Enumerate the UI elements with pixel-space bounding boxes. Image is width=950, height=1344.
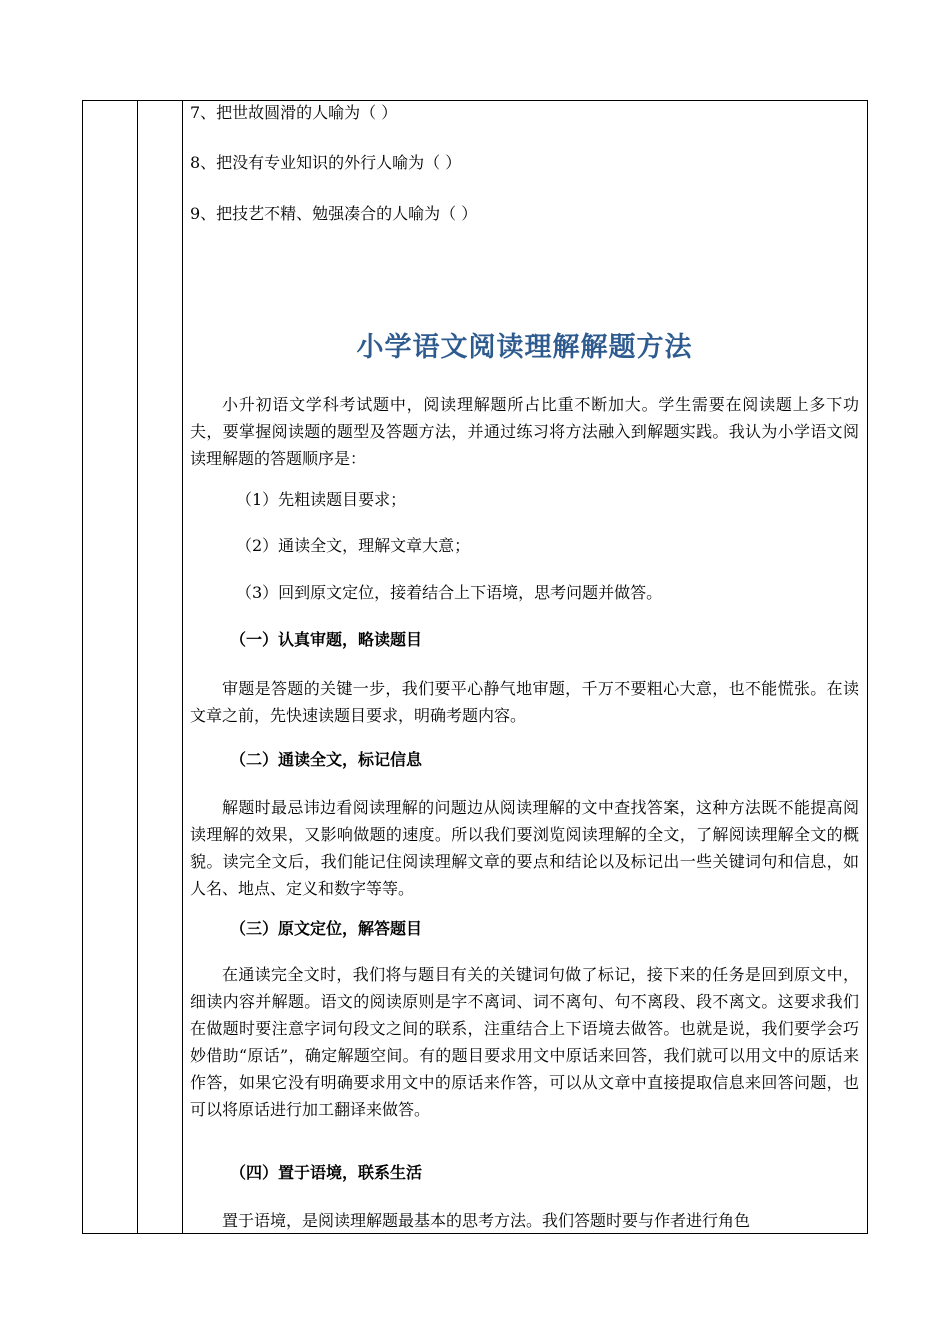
section-heading-3: （三）原文定位，解答题目 <box>230 919 423 938</box>
question-8: 8、把没有专业知识的外行人喻为（ ） <box>190 153 462 172</box>
question-9: 9、把技艺不精、勉强凑合的人喻为（ ） <box>190 204 478 223</box>
article-title: 小学语文阅读理解解题方法 <box>356 332 693 363</box>
step-1: （1）先粗读题目要求； <box>236 490 407 509</box>
section-body-4: 置于语境，是阅读理解题最基本的思考方法。我们答题时要与作者进行角色 <box>222 1211 751 1230</box>
step-3: （3）回到原文定位，接着结合上下语境，思考问题并做答。 <box>236 583 663 602</box>
table-column-divider <box>137 101 138 1233</box>
section-body-3: 在通读完全文时，我们将与题目有关的关键词句做了标记，接下来的任务是回到原文中，细读内容并解题。语文的阅读原则是字不离词、词不离句、句不离段、段不离文。这要求我们在做题时要注意字词句段文之间的联系，注重结合上下语境去做答。也就是说，我们要学会巧妙借助“原话”，确定解题空间。有的题目要求用文中原话来回答，我们就可以用文中的原话来作答，如果它没有明确要求用文中的原话来作答，可以从文章中直接提取信息来回答问题，也可以将原话进行加工翻译来做答。 <box>190 965 859 1119</box>
intro-paragraph: 小升初语文学科考试题中，阅读理解题所占比重不断加大。学生需要在阅读题上多下功夫，要掌握阅读题的题型及答题方法，并通过练习将方法融入到解题实践。我认为小学语文阅读理解题的答题顺序是： <box>190 395 859 468</box>
section-body-1: 审题是答题的关键一步，我们要平心静气地审题，千万不要粗心大意，也不能慌张。在读文章之前，先快速读题目要求，明确考题内容。 <box>190 679 859 725</box>
table-column-divider <box>182 101 183 1233</box>
step-2: （2）通读全文，理解文章大意； <box>236 536 471 555</box>
section-heading-4: （四）置于语境，联系生活 <box>230 1163 423 1182</box>
section-heading-2: （二）通读全文，标记信息 <box>230 750 423 769</box>
document-table <box>82 100 868 1234</box>
section-body-2: 解题时最忌讳边看阅读理解的问题边从阅读理解的文中查找答案，这种方法既不能提高阅读理解的效果，又影响做题的速度。所以我们要浏览阅读理解的全文，了解阅读理解全文的概貌。读完全文后，我们能记住阅读理解文章的要点和结论以及标记出一些关键词句和信息，如人名、地点、定义和数字等等。 <box>190 798 859 898</box>
question-7: 7、把世故圆滑的人喻为（ ） <box>190 103 398 122</box>
section-heading-1: （一）认真审题，略读题目 <box>230 630 423 649</box>
